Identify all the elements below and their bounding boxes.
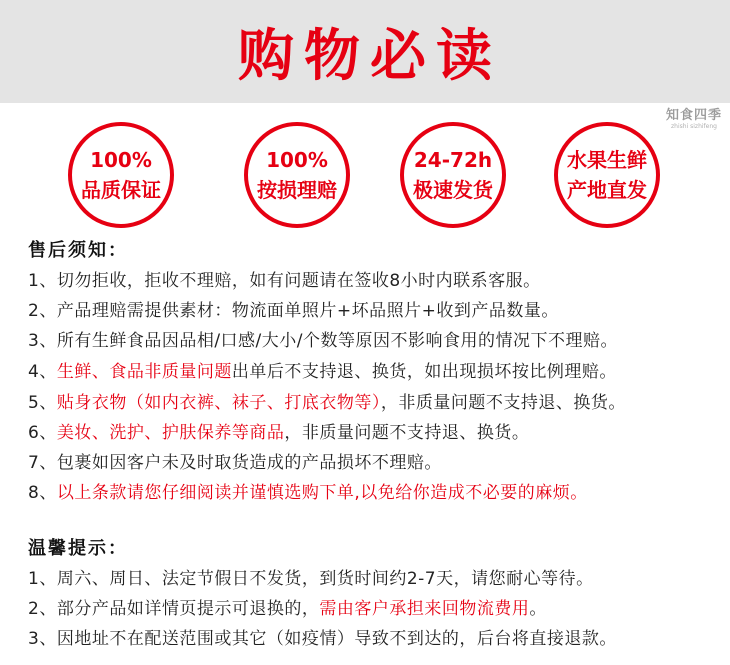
after-sales-item (28, 296, 559, 321)
badge-line2: 产地直发 (567, 178, 647, 202)
page-title: 购物必读 (238, 23, 502, 89)
after-sales-item (28, 326, 618, 351)
item-text: 切勿拒收，拒收不理赔，如有问题请在签收8小时内联系客服。 (56, 271, 541, 291)
item-highlight: 生鲜、食品非质量问题 (56, 362, 232, 382)
item-text: ，非质量问题不支持退、换货。 (380, 393, 626, 413)
item-highlight: 美妆、洗护、护肤保养等商品 (56, 423, 285, 443)
item-text: 因地址不在配送范围或其它（如疫情）导致不到达的，后台将直接退款。 (56, 629, 617, 649)
item-highlight: 贴身衣物（如内衣裤、袜子、打底衣物等） (56, 393, 381, 413)
item-number: 1、 (28, 569, 57, 589)
item-suffix: 。 (529, 599, 547, 619)
badge-quality-guarantee (68, 122, 174, 228)
item-highlight: 以上条款请您仔细阅读并谨慎选购下单,以免给你造成不必要的麻烦。 (56, 483, 588, 503)
badge-line1: 100% (90, 148, 152, 172)
brand-watermark (662, 108, 726, 134)
tips-item (28, 594, 547, 619)
item-number: 7、 (28, 453, 57, 473)
item-number: 6、 (28, 423, 57, 443)
badge-fast-shipping (400, 122, 506, 228)
badge-line1: 水果生鲜 (567, 148, 647, 172)
watermark-logo-text: 知食四季 (665, 108, 722, 123)
item-number: 3、 (28, 629, 57, 649)
after-sales-item (28, 448, 442, 473)
item-number: 5、 (28, 393, 57, 413)
badge-line1: 100% (266, 148, 328, 172)
item-number: 2、 (28, 599, 57, 619)
after-sales-item (28, 478, 588, 503)
after-sales-item (28, 266, 541, 291)
tips-item (28, 624, 617, 649)
item-text: 周六、周日、法定节假日不发货，到货时间约2-7天，请您耐心等待。 (56, 569, 594, 589)
badge-line2: 品质保证 (81, 178, 161, 202)
item-text: 出单后不支持退、换货，如出现损坏按比例理赔。 (231, 362, 617, 382)
item-text: 包裹如因客户未及时取货造成的产品损坏不理赔。 (56, 453, 442, 473)
tips-title: 温馨提示： (28, 538, 128, 559)
badge-line2: 极速发货 (413, 178, 493, 202)
tips-item (28, 564, 594, 589)
watermark-subtext: zhishi sizhifeng (671, 123, 717, 130)
after-sales-item (28, 388, 626, 413)
item-number: 4、 (28, 362, 57, 382)
item-number: 8、 (28, 483, 57, 503)
header-banner (0, 0, 730, 103)
item-number: 3、 (28, 331, 57, 351)
item-text: 部分产品如详情页提示可退换的， (56, 599, 320, 619)
item-text: 所有生鲜食品因品相/口感/大小/个数等原因不影响食用的情况下不理赔。 (56, 331, 619, 351)
item-number: 1、 (28, 271, 57, 291)
after-sales-title: 售后须知： (28, 240, 128, 261)
badge-line2: 按损理赔 (257, 178, 337, 202)
item-text: 产品理赔需提供素材：物流面单照片+坏品照片+收到产品数量。 (56, 301, 559, 321)
item-text: ，非质量问题不支持退、换货。 (284, 423, 530, 443)
after-sales-item (28, 357, 617, 382)
item-number: 2、 (28, 301, 57, 321)
badge-origin-direct (554, 122, 660, 228)
after-sales-item (28, 418, 529, 443)
badge-line1: 24-72h (413, 148, 493, 172)
badge-damage-compensation (244, 122, 350, 228)
item-highlight: 需由客户承担来回物流费用 (319, 599, 530, 619)
